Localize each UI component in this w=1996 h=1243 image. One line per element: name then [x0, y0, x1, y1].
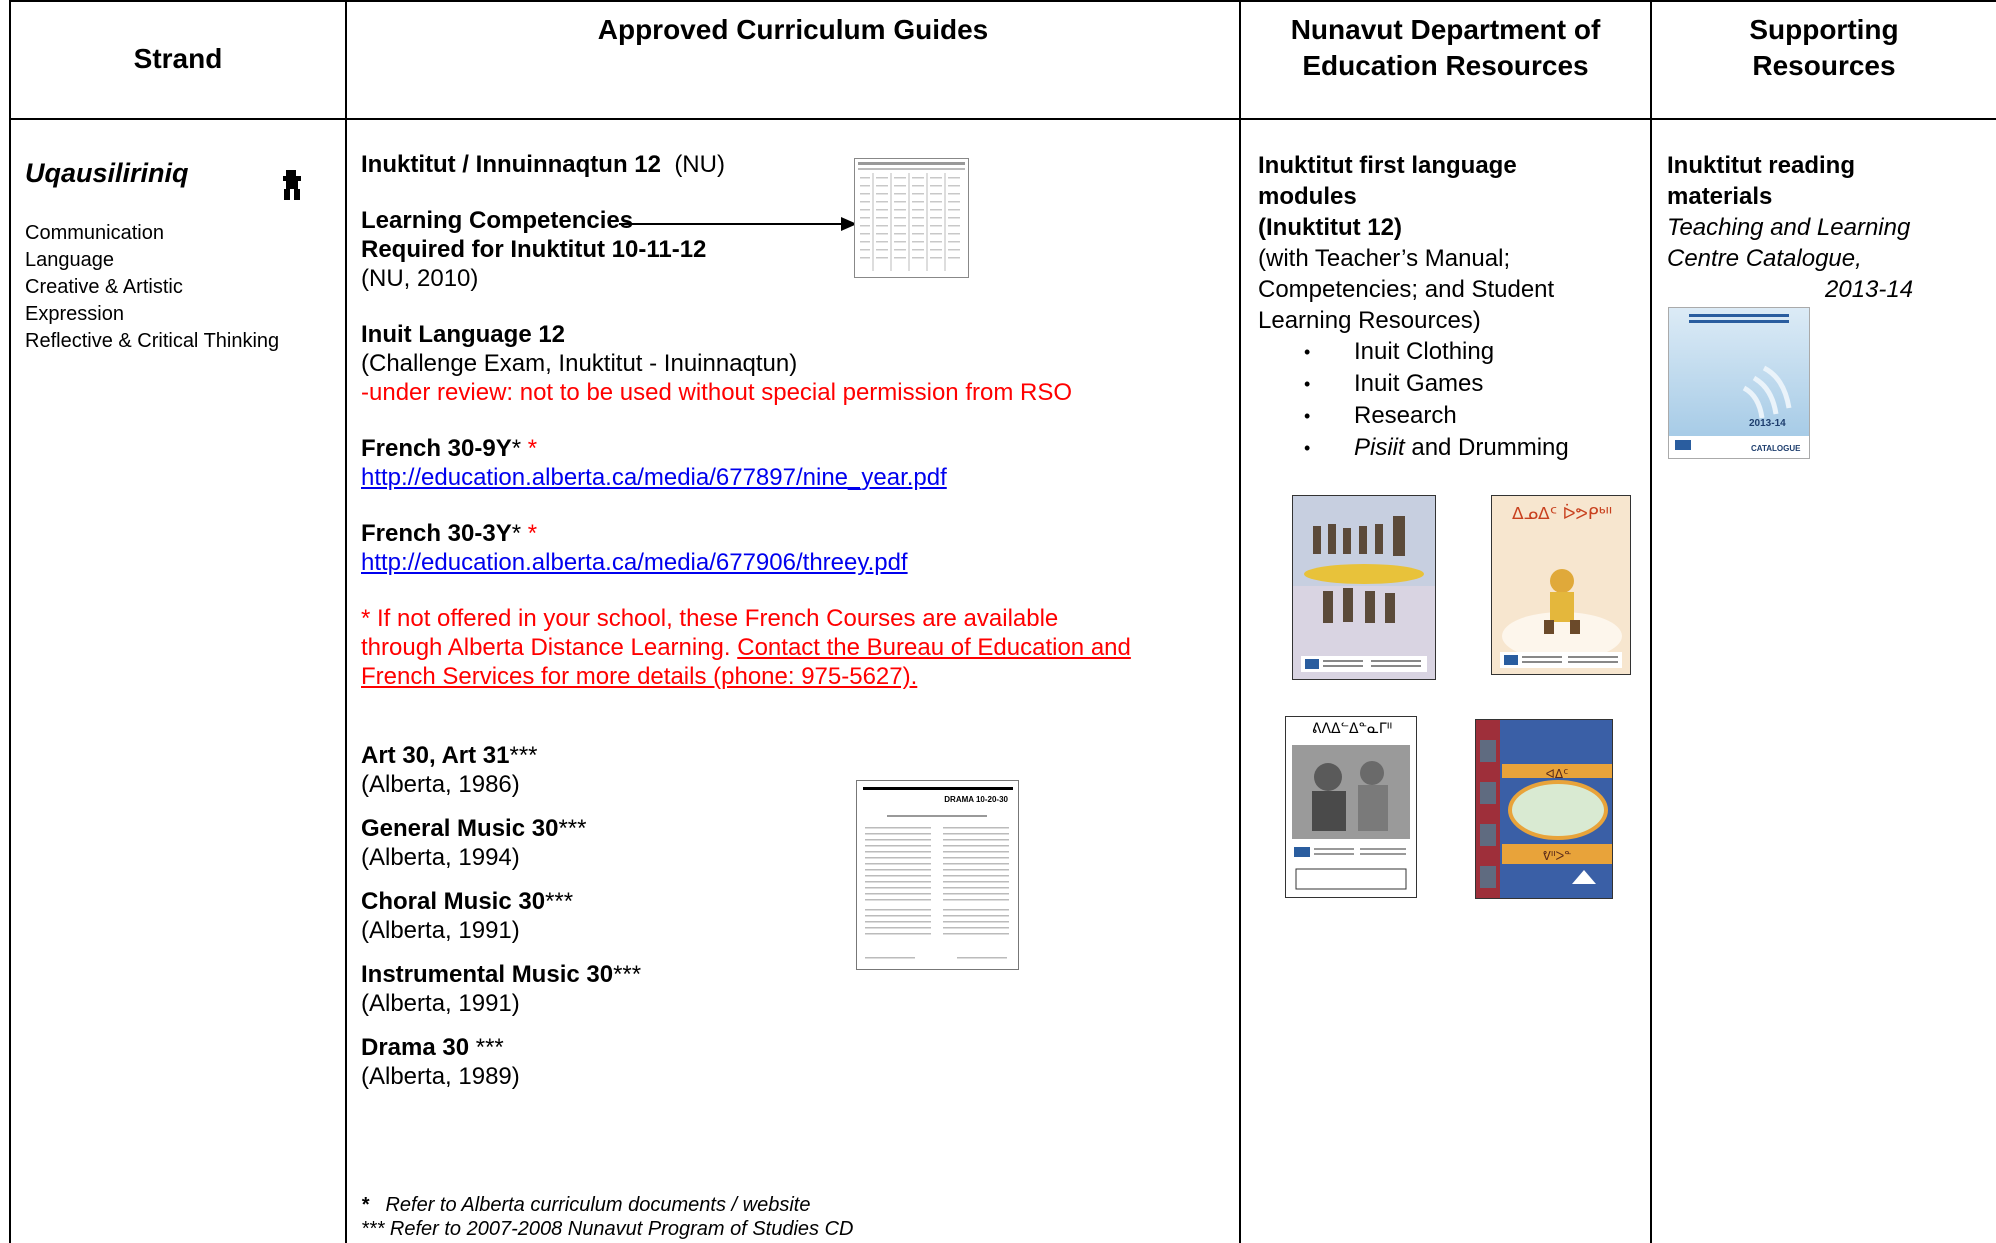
guides-cell	[361, 150, 1231, 1091]
cover-photo-image	[1286, 717, 1416, 897]
arts-item-title: General Music 30	[361, 815, 559, 842]
competencies-source: (NU, 2010)	[361, 265, 479, 292]
module-list-item-rest: and Drumming	[1404, 434, 1569, 461]
support-sub-line3: 2013-14	[1825, 276, 1914, 303]
arts-item-source: (Alberta, 1991)	[361, 990, 520, 1017]
catalogue-cover	[1668, 307, 1810, 459]
inuit-games-cover-title: ᐃᓄᐃᑦ ᐆᕗᑭᒃᐦ	[1511, 504, 1613, 524]
inuit-games-cover	[1491, 495, 1631, 675]
inuktitut-12-source: (NU)	[674, 151, 725, 178]
module-list-item	[1354, 432, 1643, 464]
dept-sub-line2: Competencies; and Student	[1258, 276, 1555, 303]
strand-item: Expression	[25, 303, 124, 325]
strand-cell	[25, 156, 335, 355]
inuit-language-title: Inuit Language 12	[361, 321, 566, 348]
module-list-item-italic: Pisiit	[1354, 434, 1405, 461]
inuit-clothing-cover	[1292, 495, 1436, 680]
strand-item: Language	[25, 249, 114, 271]
arrow-icon	[619, 212, 859, 236]
header-strand	[11, 0, 345, 118]
column-divider	[1650, 0, 1652, 1243]
arts-item	[361, 960, 1231, 1018]
arts-item	[361, 741, 1231, 799]
header-divider	[9, 118, 1996, 120]
arts-item-title: Drama 30	[361, 1034, 470, 1061]
arts-item-source: (Alberta, 1994)	[361, 844, 520, 871]
dept-cell	[1258, 150, 1643, 464]
arts-item-title: Choral Music 30	[361, 888, 546, 915]
footnote-1-asterisk: *	[361, 1194, 369, 1216]
table-document-icon	[855, 159, 968, 277]
drumming-cover	[1475, 719, 1613, 899]
competencies-title: Learning Competencies	[361, 207, 634, 234]
french-3y-title: French 30-3Y	[361, 520, 512, 547]
inuit-language-warning: -under review: not to be used without special permission from RSO	[361, 379, 1072, 406]
arts-item-stars: ***	[545, 888, 574, 915]
arts-item-stars: ***	[509, 742, 538, 769]
arts-item	[361, 814, 1231, 872]
text-page-icon	[857, 813, 1018, 968]
french-note-line2: through Alberta Distance Learning.	[361, 634, 738, 661]
dept-title-line3: (Inuktitut 12)	[1258, 214, 1402, 241]
dept-title-line2: modules	[1258, 183, 1357, 210]
drama-document-title: DRAMA 10-20-30	[944, 795, 1008, 804]
header-dept	[1241, 0, 1650, 118]
footnote-1-text: Refer to Alberta curriculum documents / website	[385, 1194, 811, 1216]
support-title-line1: Inuktitut reading	[1667, 152, 1855, 179]
catalogue-cover-image	[1669, 308, 1809, 458]
dept-sub-line3: Learning Resources)	[1258, 307, 1481, 334]
header-guides-label: Approved Curriculum Guides	[597, 14, 989, 45]
cover-illustration-image	[1476, 720, 1612, 898]
header-support	[1652, 0, 1996, 118]
module-list-item: • Inuit Clothing	[1354, 336, 1643, 368]
french-3y-red-asterisk: *	[521, 520, 538, 547]
support-title-line2: materials	[1667, 183, 1773, 210]
french-3y-link[interactable]: http://education.alberta.ca/media/677906/threey.pdf	[361, 549, 908, 576]
research-cover	[1285, 716, 1417, 898]
french-9y-asterisk: *	[511, 435, 522, 462]
arts-item-source: (Alberta, 1991)	[361, 917, 520, 944]
table-border-left	[9, 0, 11, 1243]
arts-item-stars: ***	[613, 961, 642, 988]
support-cell	[1667, 150, 1987, 305]
header-support-line1: Supporting	[1749, 14, 1899, 45]
strand-title: Uqausiliriniq	[25, 158, 189, 188]
curriculum-table	[9, 0, 1996, 1243]
arts-item	[361, 887, 1231, 945]
arts-list	[361, 741, 1231, 1091]
drama-document-thumbnail	[856, 780, 1019, 970]
support-sub-line1: Teaching and Learning	[1667, 214, 1911, 241]
header-strand-label: Strand	[133, 43, 223, 74]
header-dept-line2: Education Resources	[1302, 50, 1589, 81]
inuksuk-icon	[281, 170, 303, 200]
french-note-line1: * If not offered in your school, these French Courses are available	[361, 605, 1059, 632]
arts-item-source: (Alberta, 1989)	[361, 1063, 520, 1090]
support-sub-line2: Centre Catalogue,	[1667, 245, 1862, 272]
competencies-document-thumbnail	[854, 158, 969, 278]
french-9y-title: French 30-9Y	[361, 435, 512, 462]
header-dept-line1: Nunavut Department of	[1290, 14, 1601, 45]
header-guides	[347, 0, 1239, 118]
cover-illustration-image	[1293, 496, 1435, 679]
arts-item-title: Art 30, Art 31	[361, 742, 510, 769]
drumming-cover-subtitle: ᕓᐦᐳᓐ	[1542, 849, 1572, 863]
column-divider	[345, 0, 347, 1243]
dept-sub-line1: (with Teacher’s Manual;	[1258, 245, 1511, 272]
drumming-cover-title: ᐊᐃᑦ	[1545, 767, 1569, 781]
strand-list	[25, 220, 335, 355]
header-support-line2: Resources	[1752, 50, 1896, 81]
footnote-2-text: *** Refer to 2007-2008 Nunavut Program of Studies CD	[361, 1218, 854, 1240]
french-9y-link[interactable]: http://education.alberta.ca/media/677897/nine_year.pdf	[361, 464, 947, 491]
module-list	[1258, 336, 1643, 464]
column-divider	[1239, 0, 1241, 1243]
arts-item-source: (Alberta, 1986)	[361, 771, 520, 798]
arts-item-title: Instrumental Music 30	[361, 961, 614, 988]
dept-title-line1: Inuktitut first language	[1258, 152, 1517, 179]
strand-item: Communication	[25, 222, 164, 244]
module-list-item: • Inuit Games	[1354, 368, 1643, 400]
footnotes	[361, 1193, 1231, 1241]
arts-item-stars: ***	[469, 1034, 504, 1061]
competencies-subtitle: Required for Inuktitut 10-11-12	[361, 236, 707, 263]
french-9y-red-asterisk: *	[521, 435, 538, 462]
strand-item: Creative & Artistic	[25, 276, 183, 298]
research-cover-title: ᕕᐱᐃᓪᐃᓐᓇᒥᐦ	[1311, 721, 1393, 737]
catalogue-cover-label: CATALOGUE	[1751, 444, 1801, 453]
arts-item	[361, 1033, 1231, 1091]
catalogue-cover-year: 2013-14	[1749, 418, 1786, 429]
module-list-item: • Research	[1354, 400, 1643, 432]
arts-item-stars: ***	[558, 815, 587, 842]
contact-bureau-link-cont[interactable]: French Services for more details (phone: 975-5627).	[361, 663, 918, 690]
inuit-language-subtitle: (Challenge Exam, Inuktitut - Inuinnaqtun)	[361, 350, 798, 377]
french-3y-asterisk: *	[511, 520, 522, 547]
inuktitut-12-title: Inuktitut / Innuinnaqtun 12	[361, 151, 661, 178]
strand-item: Reflective & Critical Thinking	[25, 330, 280, 352]
contact-bureau-link[interactable]: Contact the Bureau of Education and	[737, 634, 1131, 661]
